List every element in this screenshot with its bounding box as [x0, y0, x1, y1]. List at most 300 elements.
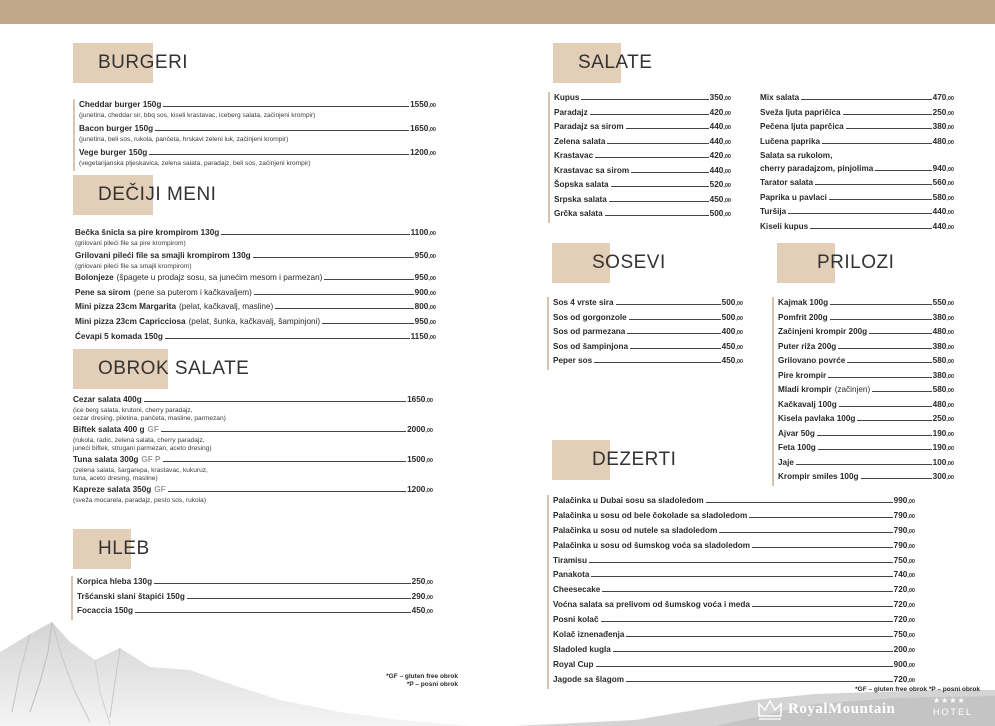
section-title: OBROK SALATE [98, 358, 250, 379]
menu-item-note: (špagete u prodajz sosu, sa junećim mesom i parmezan) [116, 273, 323, 283]
menu-item-name: Krompir smiles 100g [778, 472, 859, 481]
leader-line [605, 215, 709, 216]
section-title: SOSEVI [592, 252, 666, 273]
menu-item-row [73, 484, 433, 497]
price-decimals: ,00 [907, 588, 915, 595]
price-value: 580 [932, 385, 947, 394]
menu-item-row [554, 150, 731, 163]
menu-item-price [722, 297, 743, 310]
menu-item-description: (rukola, radic, zelena salata, cherry paradajz, [73, 437, 205, 444]
menu-item [760, 221, 954, 234]
leader-line [830, 319, 932, 320]
menu-item [75, 331, 436, 344]
price-value: 990 [893, 496, 908, 505]
menu-item-price [933, 221, 954, 234]
menu-item [553, 326, 743, 339]
menu-item-price [407, 454, 433, 467]
menu-item-name: Kisela pavlaka 100g [778, 414, 856, 423]
menu-item-row [778, 399, 954, 412]
menu-item-name: Lučena paprika [760, 136, 821, 146]
menu-item [760, 150, 954, 161]
menu-item-name: Sveža ljuta papričica [760, 107, 841, 117]
diet-tag: GF [154, 485, 166, 494]
menu-item-name: Grilovani pileći file sa smajli krompirom 130g [75, 250, 251, 260]
menu-item-row [760, 136, 954, 149]
menu-item-price [410, 147, 436, 160]
menu-item-row [553, 540, 915, 553]
price-value: 500 [721, 298, 736, 307]
leader-line [322, 323, 414, 324]
price-value: 1200 [407, 485, 426, 494]
menu-item-row [79, 123, 436, 136]
menu-item-price [710, 179, 731, 192]
leader-line [591, 576, 892, 577]
price-decimals: ,00 [425, 594, 433, 601]
price-value: 380 [932, 122, 947, 131]
price-value: 250 [411, 577, 426, 586]
price-value: 380 [932, 341, 947, 351]
price-decimals: ,00 [723, 183, 731, 189]
leader-line [818, 449, 932, 450]
price-decimals: ,00 [946, 344, 954, 351]
menu-item-row [77, 576, 433, 589]
menu-item-row [778, 413, 954, 426]
price-value: 420 [709, 151, 724, 160]
price-value: 1550 [410, 100, 429, 109]
menu-item-price [722, 312, 743, 325]
menu-item-price [411, 227, 436, 240]
price-value: 200 [893, 644, 908, 654]
menu-item-row [554, 136, 731, 149]
price-value: 1200 [410, 148, 429, 157]
menu-item-row [79, 147, 436, 160]
menu-item-description: juneći biftek, strugani parmezan, aceto dresing) [73, 445, 212, 452]
menu-item-name: Vege burger 150g [79, 148, 148, 157]
menu-item-price [894, 599, 915, 612]
menu-item [77, 605, 433, 618]
menu-item-row [553, 569, 915, 582]
leader-line [857, 420, 931, 421]
menu-item-price [410, 123, 436, 136]
price-decimals: ,00 [907, 677, 915, 684]
price-value: 480 [932, 399, 947, 409]
menu-item-row [760, 150, 954, 161]
menu-item [75, 250, 436, 271]
leader-line [828, 377, 931, 378]
price-decimals: ,00 [907, 558, 915, 565]
menu-item [554, 165, 731, 178]
leader-line [165, 338, 410, 339]
price-decimals: ,00 [723, 96, 731, 102]
menu-item-price [894, 644, 915, 657]
menu-list-salate-right [760, 92, 954, 235]
leader-line [719, 532, 892, 533]
menu-item-name: Cezar salata 400g [73, 395, 142, 404]
leader-line [594, 362, 721, 363]
menu-item-row [77, 605, 433, 618]
menu-item-price [407, 424, 433, 437]
menu-item-name: Salata sa rukolom, [760, 151, 833, 160]
price-decimals: ,00 [946, 460, 954, 467]
menu-item [778, 326, 954, 339]
menu-item-price [933, 413, 954, 426]
menu-item-name: Mini pizza 23cm Margarita [75, 302, 177, 312]
menu-item-row [553, 659, 915, 672]
menu-item [553, 341, 743, 354]
leader-line [613, 651, 893, 652]
price-decimals: ,00 [946, 139, 954, 146]
menu-item-row [553, 584, 915, 597]
menu-item-price [407, 484, 433, 497]
menu-item [778, 428, 954, 441]
menu-item-price [894, 510, 915, 523]
menu-item-row [553, 599, 915, 612]
price-decimals: ,00 [425, 398, 433, 404]
price-value: 500 [721, 312, 736, 322]
menu-item-name: Biftek salata 400 g [73, 425, 145, 434]
menu-item [77, 591, 433, 604]
menu-item-row [554, 208, 731, 221]
brand-subtitle: HOTEL [933, 707, 974, 717]
menu-item-price [710, 107, 731, 120]
leader-line [706, 502, 893, 503]
price-value: 800 [414, 302, 429, 312]
menu-item-description: (zelena salata, šargarepa, krastavac, kukuruz, [73, 467, 208, 474]
menu-item-name: Kupus [554, 93, 580, 102]
price-decimals: ,00 [428, 231, 436, 237]
hotel-logo [757, 696, 987, 722]
menu-item [554, 179, 731, 192]
brand-name: RoyalMountain [788, 701, 896, 717]
price-value: 580 [932, 356, 947, 365]
price-decimals: ,00 [428, 127, 436, 133]
price-decimals: ,00 [946, 301, 954, 307]
price-decimals: ,00 [425, 609, 433, 615]
price-decimals: ,00 [946, 195, 954, 202]
price-value: 790 [893, 510, 908, 520]
menu-item-price [894, 629, 915, 642]
menu-item-row [778, 297, 954, 310]
menu-list-salate-left [548, 92, 731, 223]
menu-item-name: Zelena salata [554, 136, 606, 146]
menu-item-row [75, 227, 436, 240]
price-value: 480 [932, 136, 947, 146]
leader-line [616, 304, 721, 305]
price-value: 440 [932, 207, 947, 216]
menu-item-price [933, 136, 954, 149]
price-decimals: ,00 [946, 210, 954, 216]
menu-item-name: Puter riža 200g [778, 341, 837, 351]
menu-item-name: Ajvar 50g [778, 428, 815, 438]
price-value: 1650 [407, 395, 426, 404]
section-title: DEČIJI MENI [98, 184, 217, 205]
menu-item-row [760, 163, 954, 176]
price-value: 450 [411, 606, 426, 615]
menu-item [778, 355, 954, 368]
leader-line [253, 257, 414, 258]
leader-line [168, 491, 406, 492]
menu-item [553, 569, 915, 582]
menu-item-row [554, 92, 731, 105]
leader-line [187, 598, 411, 599]
menu-item-description: (grilovani pileći file sa pire krompirom) [75, 240, 186, 247]
menu-list-obrok-salate [73, 394, 433, 506]
price-decimals: ,00 [946, 417, 954, 423]
menu-item-name: Tuna salata 300g [73, 455, 139, 464]
menu-item-name: Palačinka u Dubai sosu sa sladoledom [553, 496, 704, 505]
menu-item [760, 192, 954, 205]
leader-line [630, 348, 721, 349]
menu-item-price [933, 206, 954, 219]
menu-item [778, 442, 954, 455]
menu-item-row [554, 165, 731, 178]
price-value: 560 [932, 178, 947, 187]
menu-item-price [894, 569, 915, 582]
section-title: DEZERTI [592, 449, 677, 470]
leader-line [601, 621, 893, 622]
menu-item-name: Pečena ljuta paprčica [760, 122, 844, 131]
menu-item-price [933, 121, 954, 134]
menu-item [553, 614, 915, 627]
leader-line [629, 319, 721, 320]
menu-item-name: Mix salata [760, 93, 800, 102]
leader-line [163, 106, 409, 107]
menu-list-deciji-meni [75, 227, 436, 345]
menu-item-row [778, 312, 954, 325]
menu-item-name: Kačkavalj 100g [778, 399, 837, 409]
menu-item-name: Paprika u pavlaci [760, 192, 827, 202]
menu-item-name: Peper sos [553, 356, 593, 365]
menu-item-name: Kapreze salata 350g [73, 485, 152, 494]
menu-item-name: Srpska salata [554, 194, 607, 204]
menu-item-price [412, 576, 433, 589]
price-value: 520 [709, 180, 724, 189]
leader-line [843, 114, 932, 115]
menu-item [553, 510, 915, 523]
price-value: 550 [932, 298, 947, 307]
menu-item-name: Bacon burger 150g [79, 124, 154, 133]
price-value: 250 [932, 107, 947, 117]
leader-line [254, 294, 414, 295]
menu-item-price [415, 250, 436, 263]
menu-item-price [710, 194, 731, 207]
leader-line [839, 406, 932, 407]
price-value: 740 [893, 570, 908, 580]
menu-item [778, 312, 954, 325]
menu-item-price [933, 442, 954, 455]
leader-line [607, 143, 708, 144]
menu-item-price [415, 316, 436, 329]
price-value: 300 [932, 472, 947, 481]
menu-item-row [778, 428, 954, 441]
menu-item-price [933, 370, 954, 383]
menu-item-name: Bolonjeze [75, 273, 114, 283]
menu-item [553, 355, 743, 368]
mountain-illustration-left [0, 612, 470, 726]
leader-line [749, 517, 892, 518]
menu-item-name: Tarator salata [760, 178, 814, 187]
leader-line [626, 681, 893, 682]
price-value: 720 [893, 674, 908, 684]
menu-item-price [933, 192, 954, 205]
price-value: 250 [932, 414, 947, 423]
price-decimals: ,00 [946, 96, 954, 102]
leader-line [822, 143, 932, 144]
menu-item-price [710, 136, 731, 149]
menu-item-name: Paradajz [554, 107, 588, 117]
leader-line [627, 333, 720, 334]
diet-tag: GF P [141, 455, 161, 464]
menu-item [778, 370, 954, 383]
menu-item-row [553, 510, 915, 523]
price-decimals: ,00 [428, 253, 436, 260]
leader-line [609, 201, 709, 202]
menu-item-row [75, 287, 436, 300]
menu-item-row [75, 272, 436, 285]
menu-item-description: (sveža mocarela, paradajz, pesto sos, rukola) [73, 497, 207, 504]
menu-item-row [73, 394, 433, 407]
leader-line [144, 401, 406, 402]
leader-line [846, 128, 932, 129]
menu-item-name: Tršćanski slani štapići 150g [77, 591, 185, 601]
menu-item-row [760, 192, 954, 205]
price-value: 790 [893, 540, 908, 550]
menu-item [553, 555, 915, 568]
menu-item-row [73, 424, 433, 437]
menu-item-row [760, 221, 954, 234]
menu-item-price [415, 301, 436, 314]
menu-item-description: (junetina, cheddar sir, bbq sos, kiseli krastavac, iceberg salata, začinjeni krompir) [79, 112, 316, 119]
menu-item [79, 147, 436, 168]
menu-item-name: Palačinka u sosu od bele čokolade sa sladoledom [553, 510, 748, 520]
price-value: 100 [932, 457, 947, 467]
menu-item-row [553, 614, 915, 627]
leader-line [595, 157, 709, 158]
menu-item-row [554, 121, 731, 134]
menu-item-name: Korpica hleba 130g [77, 577, 153, 586]
price-decimals: ,00 [946, 373, 954, 380]
leader-line [869, 333, 931, 334]
price-decimals: ,00 [723, 154, 731, 160]
menu-item-row [553, 312, 743, 325]
price-decimals: ,00 [907, 573, 915, 580]
menu-item-price [933, 326, 954, 339]
menu-item [554, 107, 731, 120]
menu-item-name: Mini pizza 23cm Capricciosa [75, 316, 186, 326]
leader-line [581, 99, 708, 100]
leader-line [838, 348, 931, 349]
menu-item-note: (pelat, kačkavalj, masline) [179, 302, 274, 312]
price-decimals: ,00 [428, 305, 436, 312]
menu-item-price [894, 555, 915, 568]
price-decimals: ,00 [907, 603, 915, 610]
menu-item-name: Cheddar burger 150g [79, 100, 162, 109]
price-decimals: ,00 [907, 618, 915, 625]
menu-item-row [778, 370, 954, 383]
price-value: 1500 [407, 455, 426, 464]
leader-line [275, 308, 413, 309]
price-decimals: ,00 [946, 402, 954, 409]
menu-item-row [778, 326, 954, 339]
price-value: 1100 [410, 228, 429, 237]
menu-item-name: Jaje [778, 457, 794, 467]
menu-item-price [933, 384, 954, 397]
price-decimals: ,00 [946, 224, 954, 231]
leader-line [590, 114, 709, 115]
menu-item-price [710, 92, 731, 105]
menu-list-prilozi [772, 297, 954, 486]
menu-item [554, 121, 731, 134]
price-decimals: ,00 [428, 276, 436, 283]
menu-item-row [760, 92, 954, 105]
price-decimals: ,00 [907, 528, 915, 535]
menu-list-burgeri [73, 99, 436, 171]
leader-line [324, 279, 413, 280]
menu-item-price [710, 165, 731, 178]
menu-item-price [710, 121, 731, 134]
menu-item-name: Jagode sa šlagom [553, 674, 624, 684]
menu-item-price [412, 605, 433, 618]
menu-item-price [415, 272, 436, 285]
menu-item-description: (vegetarijanska pljeskavica, zelena salata, paradajz, beli sos, začinjeni krompir) [79, 160, 311, 167]
menu-item-price [412, 591, 433, 604]
menu-item [760, 92, 954, 105]
menu-item-price [415, 287, 436, 300]
menu-item-row [760, 177, 954, 190]
leader-line [815, 184, 932, 185]
menu-item-name: Kolač iznenađenja [553, 630, 625, 640]
price-decimals: ,00 [946, 330, 954, 336]
price-decimals: ,00 [723, 168, 731, 175]
menu-item [73, 484, 433, 505]
price-decimals: ,00 [946, 475, 954, 481]
menu-item [760, 163, 954, 176]
price-decimals: ,00 [735, 359, 743, 365]
leader-line [626, 128, 709, 129]
leader-line [817, 435, 932, 436]
price-value: 790 [893, 525, 908, 535]
menu-item [553, 644, 915, 657]
leader-line [847, 362, 931, 363]
menu-item [77, 576, 433, 589]
menu-item-price [933, 471, 954, 484]
menu-item-name: Začinjeni krompir 200g [778, 327, 868, 336]
price-value: 440 [709, 136, 724, 146]
menu-item [760, 107, 954, 120]
leader-line [830, 304, 932, 305]
menu-item-row [75, 301, 436, 314]
menu-item-name: Sladoled kugla [553, 644, 611, 654]
menu-item-description: (ice berg salata, krutoni, cherry paradajz, [73, 407, 193, 414]
price-value: 720 [893, 600, 908, 610]
price-value: 580 [932, 192, 947, 202]
menu-item [79, 123, 436, 144]
price-decimals: ,00 [946, 125, 954, 131]
price-decimals: ,00 [723, 139, 731, 146]
menu-item-name: Krastavac sa sirom [554, 165, 630, 175]
leader-line [161, 431, 406, 432]
price-decimals: ,00 [946, 110, 954, 117]
price-decimals: ,00 [946, 359, 954, 365]
menu-item-row [77, 591, 433, 604]
section-title: PRILOZI [817, 252, 895, 273]
price-decimals: ,00 [946, 315, 954, 322]
rating-stars: ★★★★ [933, 696, 966, 705]
price-value: 450 [709, 194, 724, 204]
leader-line [155, 130, 409, 131]
leader-line [611, 186, 709, 187]
leader-line [631, 172, 709, 173]
